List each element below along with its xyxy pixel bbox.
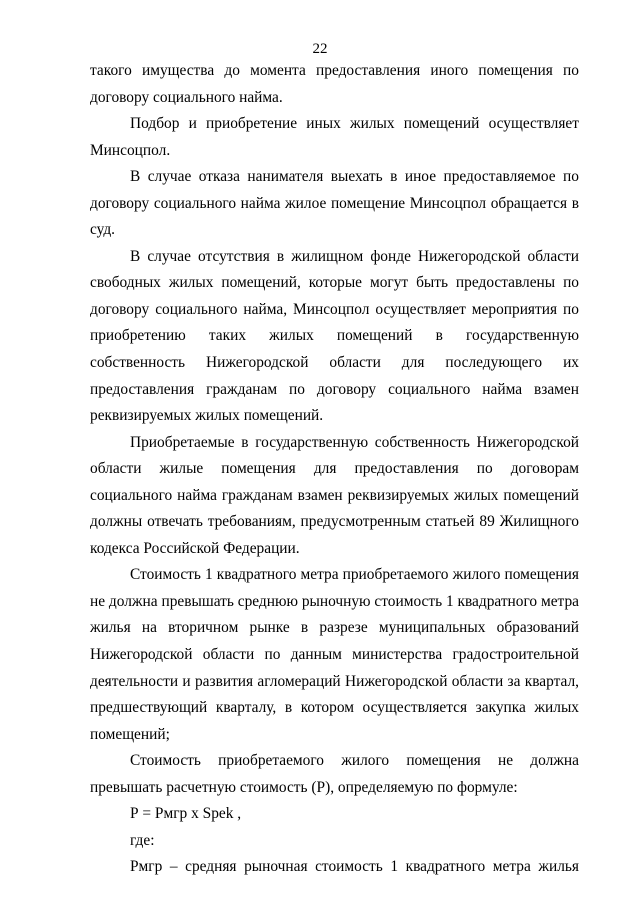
paragraph-refusal: В случае отказа нанимателя выехать в иное предоставляемое по договору социального найма жилое помещение Минсоцпол обращается в суд. <box>90 168 579 239</box>
document-body <box>90 58 579 881</box>
paragraph-requirements: Приобретаемые в государственную собственность Нижегородской области жилые помещения для предоставления по договорам социального найма гражданам взамен реквизируемых жилых помещений должны отвечать требованиям, предусмотренным статьей 89 Жилищного кодекса Российской Федерации. <box>90 433 579 557</box>
paragraph-definition: Рмгр – средняя рыночная стоимость 1 квадратного метра жилья <box>130 858 579 876</box>
paragraph-continuation: такого имущества до момента предоставления иного помещения по договору социального найма. <box>90 62 579 106</box>
paragraph-price-per-meter: Стоимость 1 квадратного метра приобретаемого жилого помещения не должна превышать среднюю рыночную стоимость 1 квадратного метра жилья на вторичном рынке в разрезе муниципальных образований Нижегородской области по данным министерства градостроительной деятельности и развития агломераций Нижегородской области за квартал, предшествующий кварталу, в котором осуществляется закупка жилых помещений; <box>90 566 579 743</box>
formula-where: где: <box>130 831 155 849</box>
paragraph-selection: Подбор и приобретение иных жилых помещений осуществляет Минсоцпол. <box>90 115 579 159</box>
paragraph-estimated-cost: Стоимость приобретаемого жилого помещения не должна превышать расчетную стоимость (Р), определяемую по формуле: <box>90 752 579 796</box>
page-number: 22 <box>312 41 328 57</box>
paragraph-absence-of-housing: В случае отсутствия в жилищном фонде Нижегородской области свободных жилых помещений, которые могут быть предоставлены по договору социального найма, Минсоцпол осуществляет мероприятия по приобретению таких жилых помещений в государственную собственность Нижегородской области для последующего их предоставления гражданам по договору социального найма взамен реквизируемых жилых помещений. <box>90 247 579 425</box>
formula: Р = Рмгр х Spek , <box>130 805 242 823</box>
